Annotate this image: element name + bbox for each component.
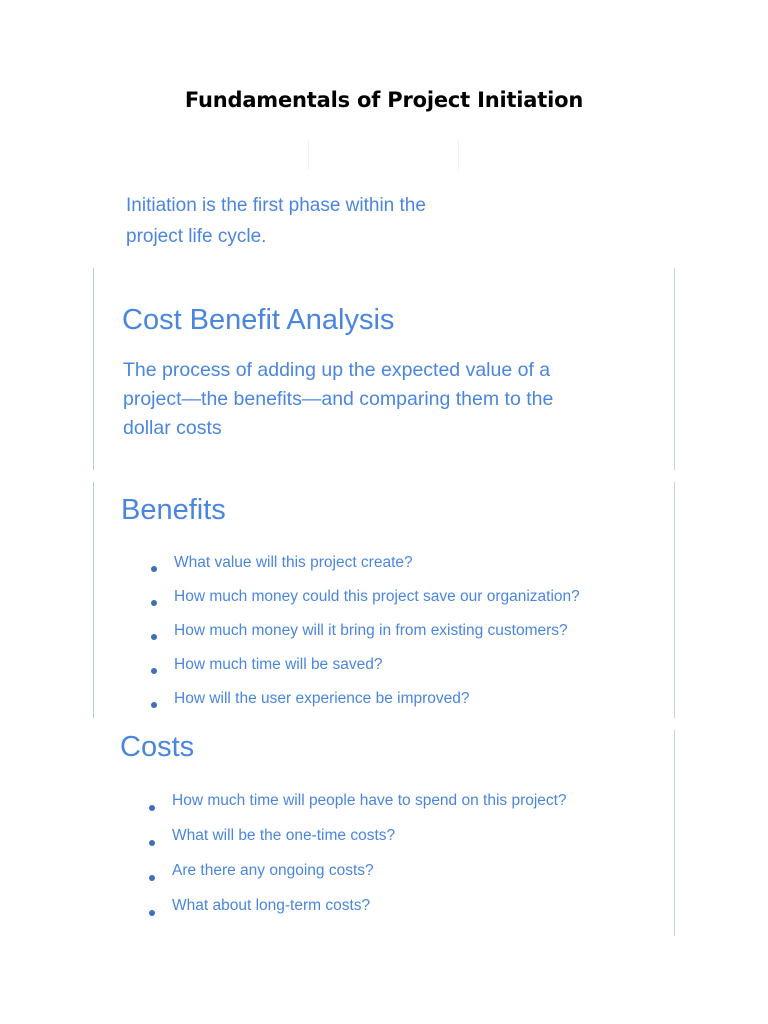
slide-border [674, 730, 675, 936]
list-item-label: What will be the one-time costs? [172, 827, 396, 844]
list-item [149, 895, 567, 930]
slide-divider [308, 140, 309, 170]
list-item-label: Are there any ongoing costs? [172, 862, 374, 879]
bullet-icon [151, 702, 157, 708]
list-item-label: How much time will be saved? [174, 656, 383, 673]
document-title: Fundamentals of Project Initiation [184, 88, 584, 112]
bullet-icon [149, 805, 155, 811]
bullet-icon [151, 566, 157, 572]
bullet-icon [151, 668, 157, 674]
list-item-label: How much money will it bring in from existing customers? [174, 622, 568, 639]
cost-benefit-heading: Cost Benefit Analysis [122, 304, 395, 336]
list-item [149, 825, 567, 860]
slide-border [93, 482, 94, 718]
list-item [151, 552, 580, 586]
benefits-slide-image [93, 482, 675, 718]
slide-divider [458, 140, 459, 170]
cost-benefit-slide-image [93, 268, 675, 470]
cost-benefit-definition: The process of adding up the expected value of a project—the benefits—and comparing them to the dollar costs [123, 359, 554, 439]
bullet-icon [149, 840, 155, 846]
list-item [151, 654, 580, 688]
slide-border [674, 268, 675, 470]
list-item [151, 586, 580, 620]
list-item-label: How will the user experience be improved? [174, 690, 470, 707]
benefits-list [151, 552, 580, 722]
costs-slide-image [93, 730, 675, 936]
list-item [151, 688, 580, 722]
bullet-icon [149, 910, 155, 916]
costs-list [149, 790, 567, 930]
bullet-icon [151, 600, 157, 606]
benefits-heading: Benefits [121, 494, 226, 526]
bullet-icon [149, 875, 155, 881]
slide-border [674, 482, 675, 718]
list-item-label: What about long-term costs? [172, 897, 371, 914]
list-item-label: How much money could this project save our organization? [174, 588, 580, 605]
list-item [151, 620, 580, 654]
initiation-statement: Initiation is the first phase within the project life cycle. [126, 195, 426, 247]
costs-heading: Costs [120, 731, 195, 763]
slide-border [93, 268, 94, 470]
list-item [149, 790, 567, 825]
initiation-slide-image [122, 140, 646, 256]
list-item-label: How much time will people have to spend on this project? [172, 792, 567, 809]
bullet-icon [151, 634, 157, 640]
list-item-label: What value will this project create? [174, 554, 413, 571]
list-item [149, 860, 567, 895]
